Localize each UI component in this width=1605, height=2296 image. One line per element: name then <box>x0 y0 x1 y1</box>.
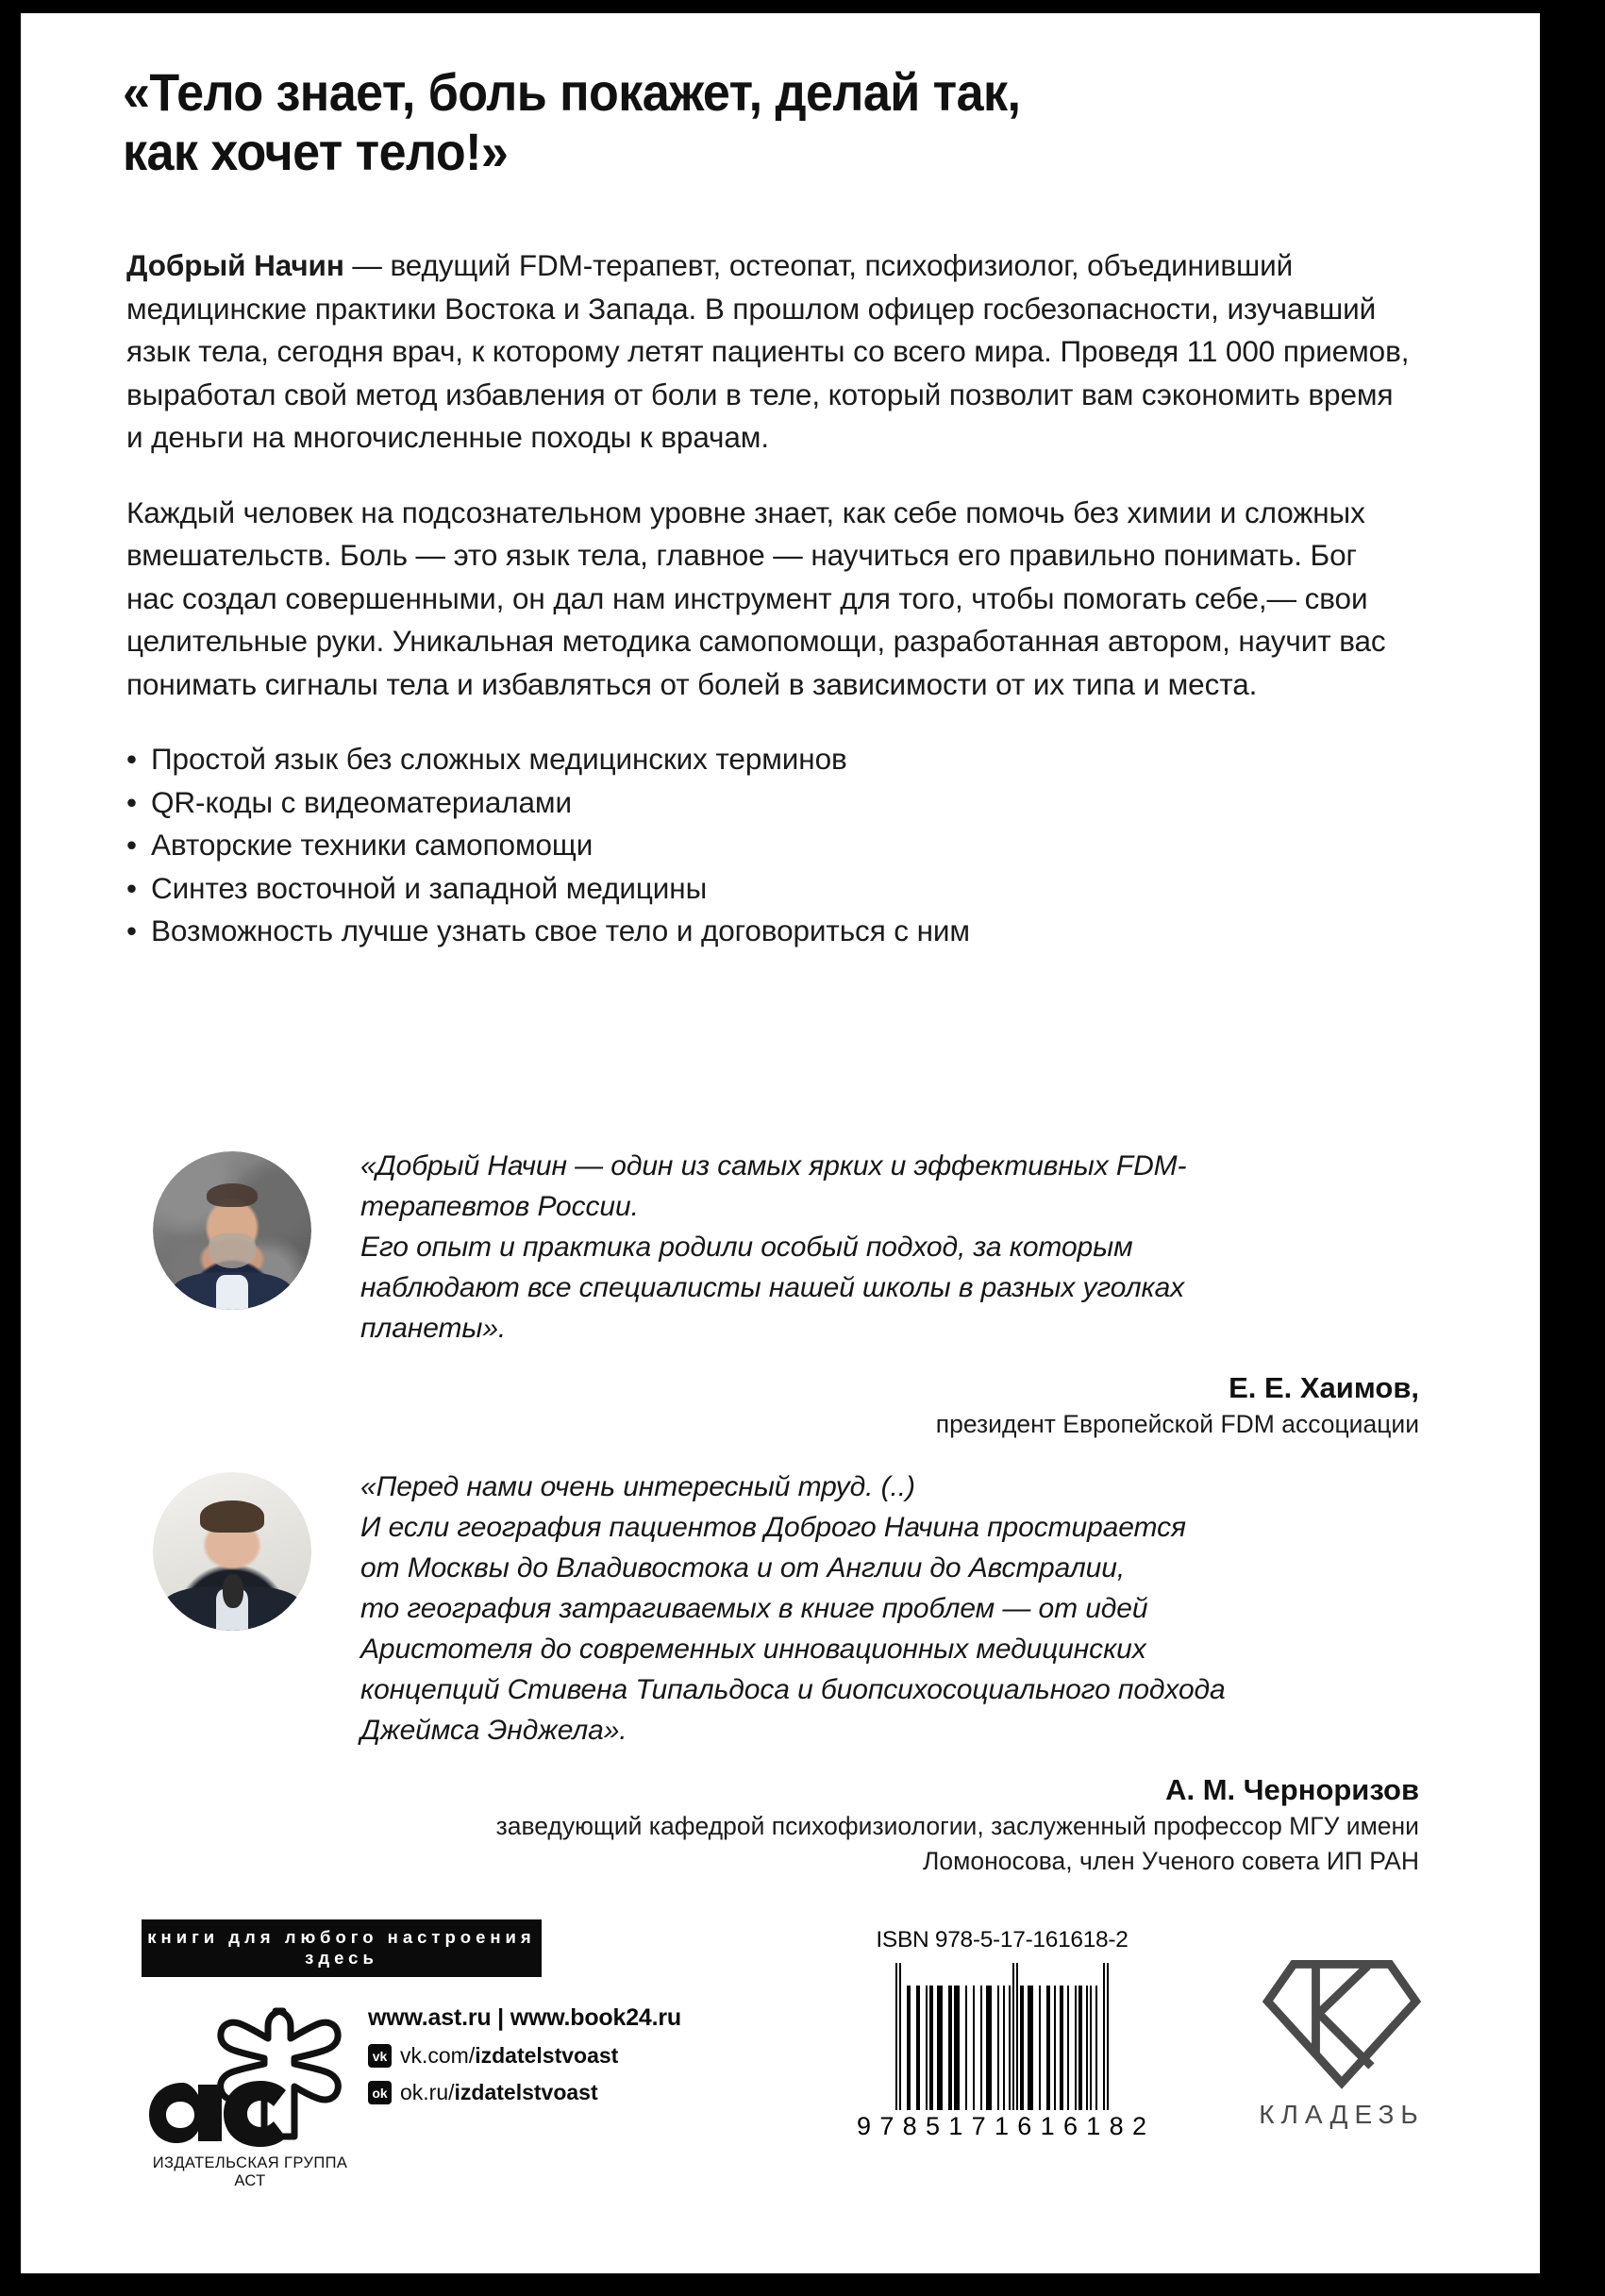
barcode-digits <box>851 2112 1153 2141</box>
ast-logo <box>142 2005 359 2147</box>
testimonial-chernorizov <box>126 1466 1419 1879</box>
quote-line: «Перед нами очень интересный труд. (..) <box>360 1471 915 1502</box>
isbn-label: ISBN 978-5-17-161618-2 <box>876 1927 1129 1952</box>
barcode-digit: 6 <box>1017 2112 1033 2140</box>
barcode-digit: 5 <box>925 2112 942 2140</box>
ok-link[interactable] <box>368 2080 708 2105</box>
quote-line: наблюдают все специалисты нашей школы в разных уголках <box>360 1272 1185 1303</box>
kladez-publisher-block <box>1205 1936 1479 2130</box>
vk-handle: izdatelstvoast <box>475 2043 619 2068</box>
isbn-barcode-block <box>851 1927 1153 2141</box>
barcode-digit: 1 <box>1086 2112 1102 2140</box>
quote-line: планеты». <box>360 1313 507 1344</box>
testimonial-quote <box>360 1466 1419 1751</box>
barcode-digit: 9 <box>857 2112 873 2140</box>
testimonial-haimov <box>126 1146 1419 1442</box>
quote-line: «Добрый Начин — один из самых ярких и эффективных FDM- <box>360 1150 1187 1182</box>
quote-line: Аристотеля до современных инновационных медицинских <box>360 1634 1146 1665</box>
testimonial-attribution <box>360 1771 1419 1879</box>
quote-line: И если география пациентов Доброго Начина простирается <box>360 1512 1186 1543</box>
quote-line: то география затрагиваемых в книге проблем — от идей <box>360 1593 1148 1624</box>
barcode-digit: 7 <box>971 2112 987 2140</box>
title-line-2: как хочет тело!» <box>123 122 509 182</box>
barcode-digit: 7 <box>879 2112 895 2140</box>
cover-sheet <box>21 13 1540 2273</box>
barcode-digit: 8 <box>902 2112 918 2140</box>
testimonial-role: заведующий кафедрой психофизиологии, заслуженный профессор МГУ имени <box>495 1812 1419 1840</box>
vk-prefix: vk.com/ <box>400 2043 476 2068</box>
ast-logo-icon <box>142 2005 359 2147</box>
barcode-digit: 1 <box>994 2112 1010 2140</box>
testimonial-role: президент Европейской FDM ассоциации <box>935 1410 1419 1438</box>
ok-handle: izdatelstvoast <box>454 2080 598 2104</box>
vk-icon: vk <box>368 2044 392 2068</box>
portrait-haimov <box>153 1151 311 1310</box>
kladez-diamond-logo-icon <box>1257 1936 1427 2089</box>
features-list <box>126 738 1410 953</box>
kladez-wordmark: КЛАДЕЗЬ <box>1259 2100 1425 2129</box>
list-item: • Возможность лучше узнать свое тело и договориться с ним <box>126 910 1410 953</box>
testimonial-quote <box>360 1146 1419 1349</box>
philosophy-paragraph: Каждый человек на подсознательном уровне знает, как себе помочь без химии и сложных вмешательств. Боль — это язык тела, главное — научиться его правильно понимать. Бог нас создал совершенными, он дал нам инструмент для того, чтобы помогать себе,— свои целительные руки. Уникальная методика самопомощи, разработанная автором, научит вас понимать сигналы тела и избавляться от болей в зависимости от их типа и места. <box>126 494 1386 701</box>
barcode-digit: 6 <box>1062 2112 1078 2140</box>
title-line-1: «Тело знает, боль покажет, делай так, <box>123 62 1021 122</box>
publisher-links <box>368 2004 708 2105</box>
portrait-chernorizov <box>153 1472 311 1631</box>
footer <box>21 1919 1540 2231</box>
list-item: • Авторские техники самопомощи <box>126 824 1410 867</box>
author-intro-text: — ведущий FDM-терапевт, остеопат, психофизиолог, объединивший медицинские практики Востока и Запада. В прошлом офицер госбезопасности, изучавший язык тела, сегодня врач, к которому летят пациенты со всего мира. Проведя 11 000 приемов, выработал свой метод избавления от боли в теле, который позволит вам сэкономить время и деньги на многочисленные походы к врачам. <box>126 248 1410 454</box>
barcode-digit: 1 <box>1040 2112 1056 2140</box>
description-block <box>126 244 1410 953</box>
author-name: Добрый Начин <box>126 248 344 282</box>
testimonial-author: Е. Е. Хаимов, <box>1229 1371 1419 1404</box>
author-intro-paragraph <box>126 244 1410 460</box>
testimonial-role: Ломоносова, член Ученого совета ИП РАН <box>923 1847 1419 1875</box>
barcode-digit: 8 <box>1109 2112 1125 2140</box>
list-item: • QR-коды с видеоматериалами <box>126 781 1410 825</box>
testimonial-author: А. М. Черноризов <box>1165 1773 1419 1806</box>
website-links[interactable]: www.ast.ru | www.book24.ru <box>368 2004 681 2031</box>
quote-line: от Москвы до Владивостока и от Англии до Австралии, <box>360 1552 1126 1584</box>
ok-prefix: ok.ru/ <box>400 2080 455 2104</box>
testimonial-attribution <box>360 1369 1419 1442</box>
ast-slogan-banner: книги для любого настроения здесь <box>142 1919 542 1977</box>
list-item: • Простой язык без сложных медицинских терминов <box>126 738 1410 781</box>
quote-line: Джеймса Энджела». <box>360 1715 627 1746</box>
ast-caption: ИЗДАТЕЛЬСКАЯ ГРУППА АСТ <box>152 2154 348 2189</box>
quote-line: концепций Стивена Типальдоса и биопсихосоциального подхода <box>360 1674 1226 1705</box>
barcode-digit: 2 <box>1131 2112 1147 2140</box>
list-item: • Синтез восточной и западной медицины <box>126 867 1410 911</box>
barcode-digit: 1 <box>948 2112 964 2140</box>
page-title <box>123 62 1369 182</box>
quote-line: терапевтов России. <box>360 1191 639 1222</box>
quote-line: Его опыт и практика родили особый подход, за которым <box>360 1232 1133 1263</box>
vk-link[interactable] <box>368 2043 708 2069</box>
ok-icon: ok <box>368 2081 392 2104</box>
barcode-bars <box>851 1963 1153 2110</box>
